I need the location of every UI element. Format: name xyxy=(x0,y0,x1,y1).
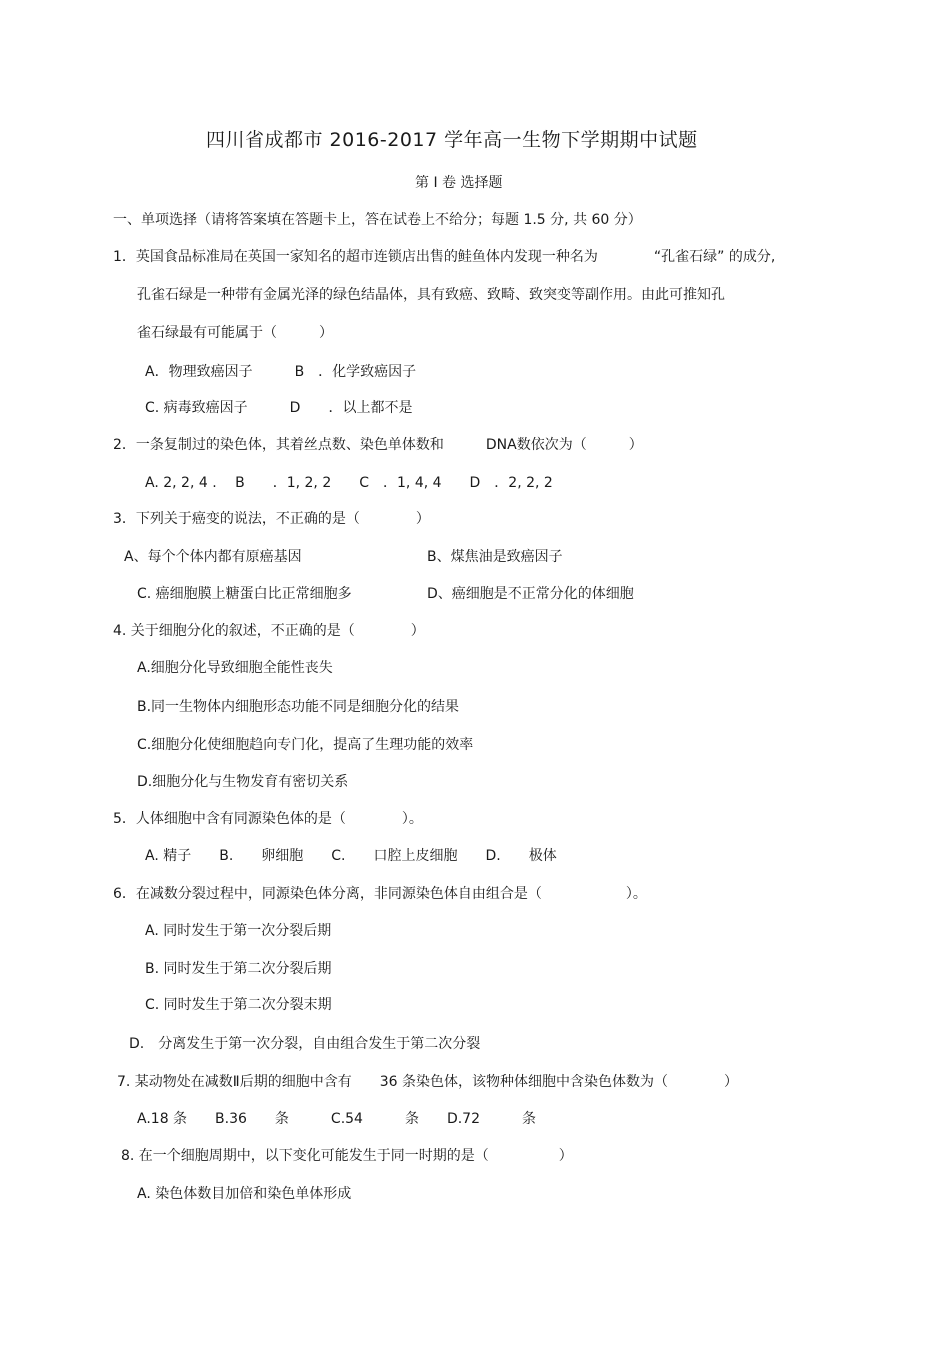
option-line: D、癌细胞是不正常分化的体细胞 xyxy=(427,586,634,602)
question-text: 5．人体细胞中含有同源染色体的是（ ）。 xyxy=(113,811,423,827)
part-heading: 第 I 卷 选择题 xyxy=(415,175,503,191)
question-text: 6．在减数分裂过程中，同源染色体分离，非同源染色体自由组合是（ ）。 xyxy=(113,886,647,902)
option-line: C. 癌细胞膜上糖蛋白比正常细胞多 xyxy=(137,586,352,602)
option-line: C.细胞分化使细胞趋向专门化，提高了生理功能的效率 xyxy=(137,737,474,753)
option-line: B.同一生物体内细胞形态功能不同是细胞分化的结果 xyxy=(137,699,460,715)
option-line: A. 2, 2, 4 . B ．1, 2, 2 C ．1, 4, 4 D ．2, 2, 2 xyxy=(145,475,553,491)
option-line: A、每个个体内都有原癌基因 xyxy=(124,549,302,565)
question-text: 孔雀石绿是一种带有金属光泽的绿色结晶体，具有致癌、致畸、致突变等副作用。由此可推知孔 xyxy=(137,287,725,303)
option-line: C. 同时发生于第二次分裂末期 xyxy=(145,997,332,1013)
option-line: A. 染色体数目加倍和染色单体形成 xyxy=(137,1186,352,1202)
question-text: 4. 关于细胞分化的叙述，不正确的是（ ） xyxy=(113,623,425,639)
section-heading: 一、单项选择（请将答案填在答题卡上，答在试卷上不给分；每题 1.5 分, 共 60 分） xyxy=(113,212,642,228)
question-text: 1．英国食品标准局在英国一家知名的超市连锁店出售的鲑鱼体内发现一种名为 “孔雀石绿” 的成分, xyxy=(113,249,776,265)
question-text: 3．下列关于癌变的说法，不正确的是（ ） xyxy=(113,511,430,527)
option-line: A. 精子 B. 卵细胞 C. 口腔上皮细胞 D. 极体 xyxy=(145,848,557,864)
question-text: 7. 某动物处在减数Ⅱ后期的细胞中含有 36 条染色体，该物种体细胞中含染色体数为（ ） xyxy=(117,1074,738,1090)
option-line: A.18 条 B.36 条 C.54 条 D.72 条 xyxy=(137,1111,536,1127)
option-line: C. 病毒致癌因子 D ．以上都不是 xyxy=(145,400,413,416)
option-line: B. 同时发生于第二次分裂后期 xyxy=(145,961,332,977)
option-line: A.细胞分化导致细胞全能性丧失 xyxy=(137,660,333,676)
page-title: 四川省成都市 2016-2017 学年高一生物下学期期中试题 xyxy=(206,129,698,151)
option-line: D. 分离发生于第一次分裂，自由组合发生于第二次分裂 xyxy=(129,1036,481,1052)
question-text: 雀石绿最有可能属于（ ） xyxy=(137,325,333,341)
option-line: A. 同时发生于第一次分裂后期 xyxy=(145,923,332,939)
option-line: B、煤焦油是致癌因子 xyxy=(427,549,563,565)
option-line: A．物理致癌因子 B ．化学致癌因子 xyxy=(145,364,417,380)
question-text: 2．一条复制过的染色体，其着丝点数、染色单体数和 DNA数依次为（ ） xyxy=(113,437,643,453)
question-text: 8. 在一个细胞周期中，以下变化可能发生于同一时期的是（ ） xyxy=(121,1148,573,1164)
option-line: D.细胞分化与生物发育有密切关系 xyxy=(137,774,349,790)
